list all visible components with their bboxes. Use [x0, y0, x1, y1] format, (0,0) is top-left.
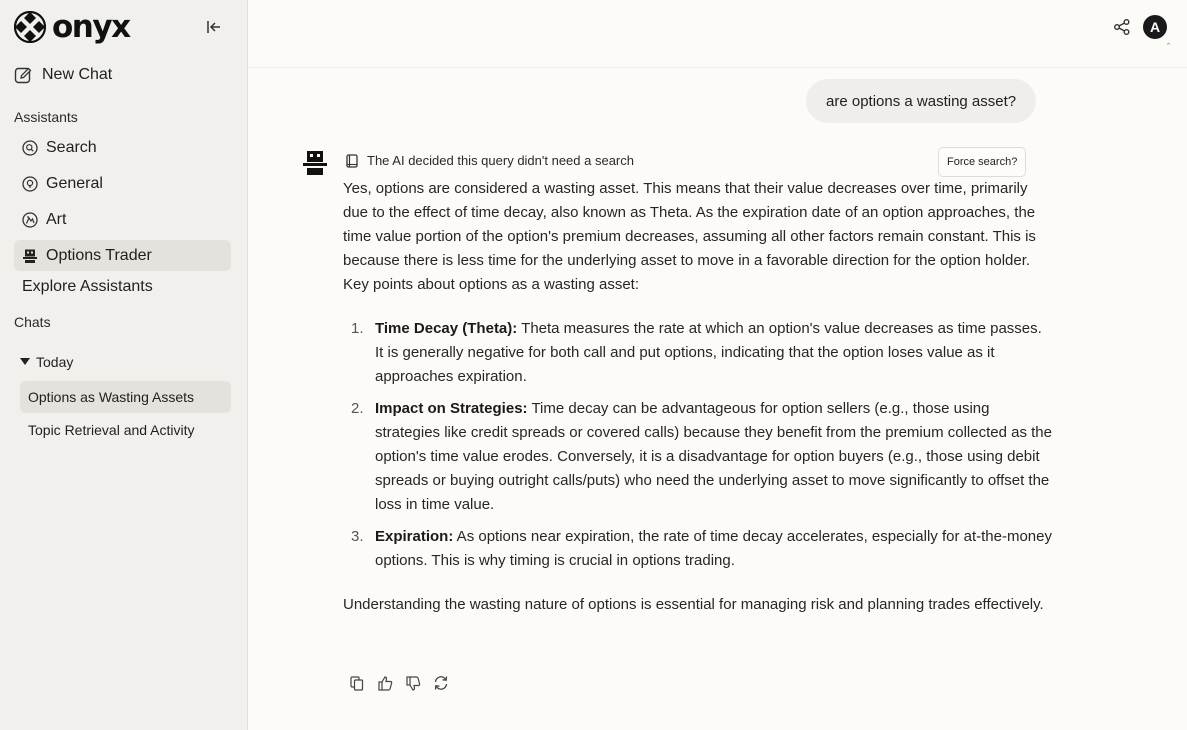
thumbs-down-icon: [406, 676, 421, 691]
sidebar-item-label: Options Trader: [46, 246, 152, 264]
list-item: [343, 397, 1053, 517]
list-item-number: 1.: [351, 320, 364, 337]
list-item: [343, 525, 1053, 573]
list-item-number: 2.: [351, 400, 364, 417]
list-item-text: As options near expiration, the rate of time decay accelerates, especially for at-the-money options. This is why timing is crucial in options trading.: [375, 528, 1052, 569]
thumbs-up-icon: [378, 676, 393, 691]
search-status-note: [346, 153, 634, 168]
user-message: are options a wasting asset?: [806, 79, 1036, 123]
chat-main: [248, 0, 1187, 730]
sidebar-item-art[interactable]: [14, 204, 231, 235]
thumbs-down-button[interactable]: [405, 674, 421, 692]
new-chat-button[interactable]: [14, 62, 112, 88]
explore-assistants-link[interactable]: Explore Assistants: [22, 278, 153, 295]
assistant-avatar: [302, 150, 328, 181]
edit-icon: [14, 66, 33, 85]
answer-key-points-heading: Key points about options as a wasting asset:: [343, 276, 640, 293]
regenerate-button[interactable]: [433, 674, 449, 692]
answer-key-points-list: [343, 317, 1053, 573]
search-status-text: The AI decided this query didn't need a search: [367, 153, 634, 168]
share-button[interactable]: [1112, 17, 1132, 37]
list-item-title: Time Decay (Theta):: [375, 320, 518, 337]
message-actions: [349, 674, 449, 692]
collapse-left-icon: [206, 19, 222, 35]
refresh-icon: [433, 675, 449, 691]
top-bar: [248, 0, 1187, 68]
list-item-number: 3.: [351, 528, 364, 545]
list-item-title: Expiration:: [375, 528, 454, 545]
share-icon: [1113, 18, 1131, 36]
chats-section-label: Chats: [14, 314, 51, 330]
search-circle-icon: [22, 140, 38, 156]
sidebar-item-label: Art: [46, 210, 67, 228]
collapse-sidebar-button[interactable]: [204, 17, 224, 37]
robot-icon: [22, 248, 38, 264]
today-group-label: Today: [36, 354, 74, 370]
scroll-up-icon[interactable]: ˆ: [1167, 42, 1170, 52]
sidebar-item-options-trader[interactable]: [14, 240, 231, 271]
sidebar-item-label: General: [46, 174, 103, 192]
today-group-toggle[interactable]: [20, 354, 73, 370]
force-search-button[interactable]: Force search?: [938, 147, 1026, 177]
palette-circle-icon: [22, 212, 38, 228]
app-logo[interactable]: [14, 10, 130, 44]
sidebar-item-label: Search: [46, 138, 97, 156]
list-item-text: Time decay can be advantageous for option sellers (e.g., those using strategies like credit spreads or covered calls) because they benefit from the premium collected as the option's time value erodes. Conversely, it is a disadvantage for option buyers (e.g., those using debit spreads or buying outright calls/puts) who need the underlying asset to move significantly to offset the loss in time value.: [375, 400, 1052, 513]
list-item: [343, 317, 1053, 389]
book-icon: [346, 154, 358, 168]
answer-conclusion: Understanding the wasting nature of options is essential for managing risk and planning trades effectively.: [343, 596, 1044, 613]
sidebar-item-general[interactable]: [14, 168, 231, 199]
list-item-text: Theta measures the rate at which an option's value decreases as time passes. It is generally negative for both call and put options, indicating that the option loses value as it approaches expiration.: [375, 320, 1042, 385]
copy-icon: [350, 676, 364, 691]
thumbs-up-button[interactable]: [377, 674, 393, 692]
user-avatar[interactable]: A: [1143, 15, 1167, 39]
chat-history-item[interactable]: Options as Wasting Assets: [20, 381, 231, 413]
new-chat-label: New Chat: [42, 66, 113, 83]
caret-down-icon: [20, 358, 30, 366]
onyx-logo-icon: [14, 11, 46, 43]
lightbulb-circle-icon: [22, 176, 38, 192]
robot-icon: [302, 150, 328, 176]
sidebar-item-search[interactable]: [14, 132, 231, 163]
sidebar: [0, 0, 248, 730]
list-item-title: Impact on Strategies:: [375, 400, 528, 417]
answer-intro: Yes, options are considered a wasting asset. This means that their value decreases over time, primarily due to the effect of time decay, also known as Theta. As the expiration date of an option approaches, the time value portion of the option's premium decreases, assuming all other factors remain constant. This is because there is less time for the underlying asset to move in a favorable direction for the option holder.: [343, 180, 1036, 269]
copy-button[interactable]: [349, 674, 365, 692]
app-name: onyx: [52, 8, 130, 45]
chat-history-item[interactable]: Topic Retrieval and Activity: [28, 422, 195, 438]
assistant-answer: [343, 177, 1053, 617]
assistants-section-label: Assistants: [14, 109, 78, 125]
